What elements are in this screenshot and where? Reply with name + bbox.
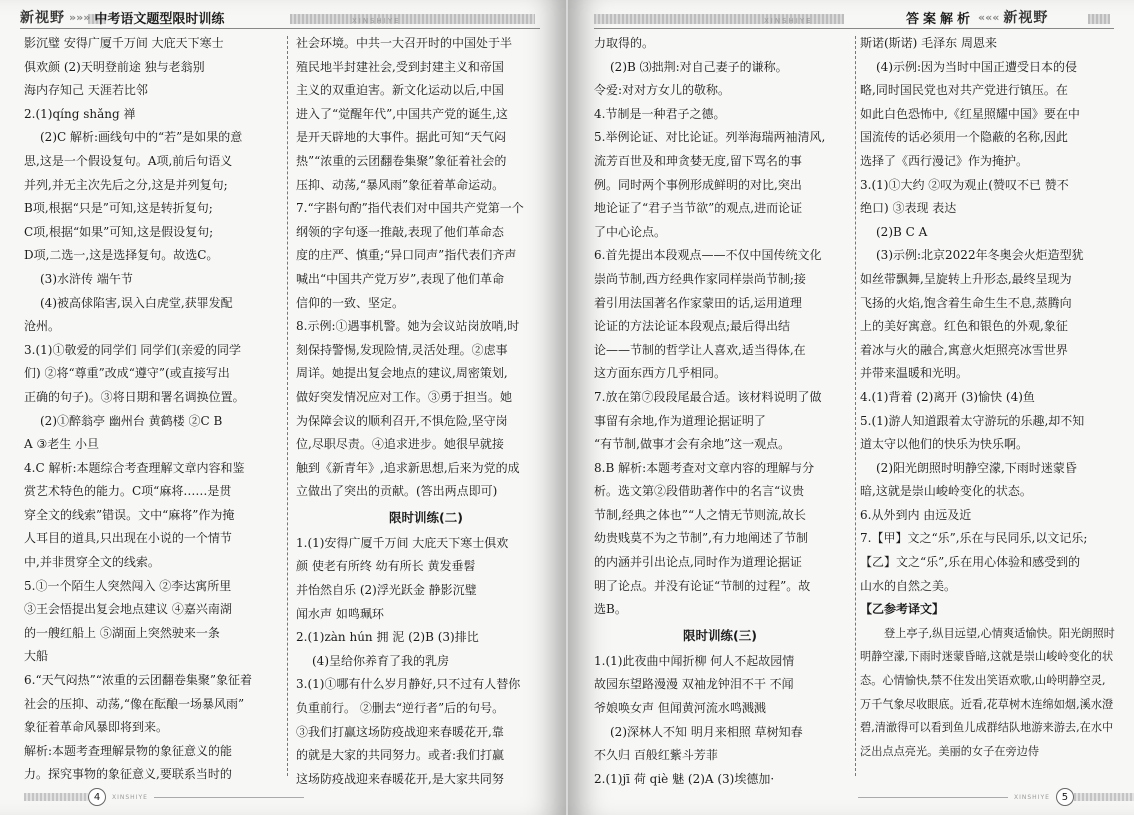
answer-line: 中,并非贯穿全文的线索。 — [24, 555, 160, 570]
answer-line: 2.(1)zàn hún 拥 泥 (2)B (3)排比 — [296, 630, 479, 645]
answer-line: (2)C 解析:画线句中的“若”是如果的意 — [40, 130, 243, 145]
footer-text: XINSHIYE — [1014, 793, 1050, 801]
answer-line: 1.(1)此夜曲中闻折柳 何人不起故园情 — [594, 653, 795, 668]
page-number: 5 — [1056, 788, 1074, 806]
footer-decor-bar — [1074, 793, 1134, 801]
answer-line: 触到《新青年》,追求新思想,后来为党的成 — [296, 460, 520, 475]
answer-line: 山水的自然之美。 — [860, 578, 957, 593]
brand-logo: 新视野 — [20, 10, 65, 26]
answer-line: 喊出“中国共产党万岁”,表现了他们革命 — [296, 271, 505, 286]
answer-line: 正确的句子)。③将日期和署名调换位置。 — [24, 389, 245, 404]
answer-line: 【乙】文之“乐”,乐在用心体验和感受到的 — [860, 555, 1081, 570]
answer-line: 解析:本题考查理解景物的象征意义的能 — [24, 743, 233, 758]
left-header — [20, 8, 224, 26]
answer-line: 的一艘红船上 ⑤湖面上突然驶来一条 — [24, 625, 220, 640]
answer-line: 海内存知己 天涯若比邻 — [24, 83, 148, 98]
answer-line: 1.(1)安得广厦千万间 大庇天下寒士俱欢 — [296, 535, 509, 550]
answer-line: 5.①一个陌生人突然闯入 ②李达寓所里 — [24, 578, 232, 593]
answer-line: 殖民地半封建社会,受到封建主义和帝国 — [296, 59, 504, 74]
answer-line: 道太守以他们的快乐为快乐啊。 — [860, 437, 1029, 452]
answer-line: 象征着革命风暴即将到来。 — [24, 720, 169, 735]
answer-line: 人耳目的道具,只出现在小说的一个情节 — [24, 531, 232, 546]
left-footer — [24, 788, 304, 806]
answer-line: 做好突发情况应对工作。③勇于担当。她 — [296, 389, 513, 404]
answer-line: 负重前行。 ②删去“逆行者”后的句号。 — [296, 701, 505, 716]
answer-line: 俱欢颜 (2)天明登前途 独与老翁别 — [24, 59, 205, 74]
footer-text: XINSHIYE — [112, 793, 148, 801]
answer-line: (4)被高俅陷害,误入白虎堂,获罪发配 — [40, 295, 233, 310]
answer-line: “有节制,做事才会有余地”这一观点。 — [594, 437, 791, 452]
answer-line: 沧州。 — [24, 319, 61, 334]
answer-line: ③王会悟提出复会地点建议 ④嘉兴南湖 — [24, 602, 232, 617]
left-column-2 — [296, 32, 556, 791]
answer-line: 大船 — [24, 649, 49, 664]
answer-line: 纲领的字句逐一推敲,表现了他们革命态 — [296, 224, 504, 239]
answer-line: 度的庄严、慎重;“异口同声”指代表们齐声 — [296, 248, 517, 263]
answer-line: 选B。 — [594, 602, 627, 617]
answer-line: 不久归 百般红紫斗芳菲 — [594, 748, 718, 763]
section-title: 限时训练(三) — [683, 627, 757, 643]
answer-line: 事留有余地,作为道理论据证明了 — [594, 413, 766, 428]
answer-line: A ③老生 小旦 — [24, 437, 100, 452]
answer-line: B项,根据“只是”可知,这是转折复句; — [24, 201, 213, 216]
answer-line: (3)水浒传 端午节 — [40, 271, 133, 286]
answer-line: (2)B C A — [876, 224, 928, 239]
answer-line: 例。同时两个事例形成鲜明的对比,突出 — [594, 177, 802, 192]
answer-line: 6.首先提出本段观点——不仅中国传统文化 — [594, 248, 822, 263]
header-pinyin: XINSHIYE — [352, 17, 401, 25]
answer-line: 故园东望路漫漫 双袖龙钟泪不干 不闻 — [594, 677, 794, 692]
answer-line: 着冰与火的融合,寓意火炬照亮冰雪世界 — [860, 342, 1068, 357]
answer-line: 压抑、动荡,“暴风雨”象征着革命运动。 — [296, 177, 505, 192]
answer-line: 4.C 解析:本题综合考查理解文章内容和鉴 — [24, 460, 245, 475]
answer-line: 2.(1)qíng shǎng 禅 — [24, 106, 136, 121]
answer-line: 力。探究事物的象征意义,要联系当时的 — [24, 767, 232, 782]
right-footer — [858, 788, 1134, 806]
answer-line: 选择了《西行漫记》作为掩护。 — [860, 153, 1029, 168]
header-title: 中考语文题型限时训练 — [94, 11, 225, 27]
answer-line: 社会的压抑、动荡,“像在酝酿一场暴风雨” — [24, 696, 245, 711]
right-page — [568, 0, 1134, 815]
answer-line: 6.从外到内 由远及近 — [860, 507, 972, 522]
answer-line: 节制,经典之体也”“人之情无节则流,故长 — [594, 507, 806, 522]
answer-line: 主义的双重迫害。新文化运动以后,中国 — [296, 83, 504, 98]
reference-translation: 登上亭子,纵目远望,心情爽适愉快。阳光朗照时明静空濛,下雨时迷蒙昏暗,这就是崇山峻岭变化的状态。心情愉快,禁不住发出笑语欢歌,山岭明静空灵,万千气象尽收眼底。近看,花草树木连绵如烟,溪水澄碧,清澈得可以看到鱼儿成群结队地游来游去,在水中泛出点点亮光。美丽的女子在旁边侍 — [860, 626, 1115, 758]
answer-line: 2.(1)jī 荷 qiè 魅 (2)A (3)埃德加· — [594, 771, 775, 786]
answer-line: 7.放在第⑦段段尾最合适。该材料说明了做 — [594, 389, 822, 404]
answer-line: 析。选文第②段借助著作中的名言“议贵 — [594, 484, 805, 499]
answer-line: (2)深林人不知 明月来相照 草树知春 — [610, 724, 803, 739]
answer-line: 论证的方法论证本段观点;最后得出结 — [594, 319, 791, 334]
answer-line: (2)阳光朗照时明静空濛,下雨时迷蒙昏 — [876, 460, 1077, 475]
column-divider — [287, 36, 288, 776]
answer-line: 7.【甲】文之“乐”,乐在与民同乐,以文记乐; — [860, 531, 1088, 546]
answer-line: (2)B ⑶拙荆:对自己妻子的谦称。 — [610, 59, 788, 74]
answer-line: 国流传的话必须用一个隐蔽的名称,因此 — [860, 130, 1068, 145]
chevron-right-icon: »»» — [69, 10, 91, 24]
footer-rule — [858, 797, 1008, 798]
answer-line: 爷娘唤女声 但闻黄河流水鸣溅溅 — [594, 701, 766, 716]
answer-line: 8.示例:①遇事机警。她为会议站岗放哨,时 — [296, 319, 520, 334]
answer-line: 3.(1)①哪有什么岁月静好,只不过有人替你 — [296, 677, 521, 692]
answer-line: (2)①醉翁亭 幽州台 黄鹤楼 ②C B — [40, 413, 223, 428]
answer-line: 8.B 解析:本题考查对文章内容的理解与分 — [594, 460, 815, 475]
section-title: 限时训练(二) — [389, 509, 463, 525]
reference-translation-title: 【乙参考译文】 — [860, 602, 945, 617]
answer-line: 幼贵贱莫不为之节制”,有力地阐述了节制 — [594, 531, 808, 546]
answer-line: 4.(1)背着 (2)离开 (3)愉快 (4)鱼 — [860, 389, 1035, 404]
answer-line: 4.节制是一种君子之德。 — [594, 106, 726, 121]
answer-line: 刻保持警惕,发现险情,灵活处理。②虑事 — [296, 342, 508, 357]
footer-decor-bar — [24, 793, 88, 801]
answer-line: 了中心论点。 — [594, 224, 667, 239]
answer-line: 流芳百世及和珅贪婪无度,留下骂名的事 — [594, 153, 802, 168]
answer-line: 穿全文的线索”错误。文中“麻将”作为掩 — [24, 507, 235, 522]
answer-line: 思,这是一个假设复句。A项,前后句语义 — [24, 153, 233, 168]
answer-line: 并列,并无主次先后之分,这是并列复句; — [24, 177, 228, 192]
answer-line: 5.(1)游人知道跟着太守游玩的乐趣,却不知 — [860, 413, 1085, 428]
answer-line: 的就是大家的共同努力。或者:我们打赢 — [296, 748, 505, 763]
answer-line: 是开天辟地的大事件。据此可知“天气闷 — [296, 130, 507, 145]
answer-line: (3)示例:北京2022年冬奥会火炬造型犹 — [876, 248, 1084, 263]
answer-line: C项,根据“如果”可知,这是假设复句; — [24, 224, 214, 239]
footer-rule — [154, 797, 304, 798]
answer-line: 地论证了“君子当节欲”的观点,进而论证 — [594, 201, 803, 216]
answer-line: 立做出了突出的贡献。(答出两点即可) — [296, 484, 498, 499]
answer-line: 崇尚节制,西方经典作家同样崇尚节制;接 — [594, 271, 806, 286]
answer-line: 力取得的。 — [594, 36, 655, 50]
header-rule — [20, 28, 540, 29]
answer-line: 热”“浓重的云团翻卷集聚”象征着社会的 — [296, 153, 507, 168]
answer-line: ③我们打赢这场防疫战迎来春暖花开,靠 — [296, 724, 504, 739]
answer-line: 赏艺术特色的能力。C项“麻将……是贯 — [24, 484, 232, 499]
answer-line: 并怡然自乐 (2)浮光跃金 静影沉璧 — [296, 583, 477, 598]
chevron-left-icon: ««« — [978, 10, 1000, 24]
answer-line: 暗,这就是崇山峻岭变化的状态。 — [860, 484, 1032, 499]
header-pinyin: XINSHIYE — [764, 17, 813, 25]
answer-line: (4)示例:因为当时中国正遭受日本的侵 — [876, 59, 1078, 74]
answer-line: 着引用法国著名作家蒙田的话,运用道理 — [594, 295, 802, 310]
answer-line: 上的美好寓意。红色和银色的外观,象征 — [860, 319, 1068, 334]
answer-line: 这方面东西方几乎相同。 — [594, 366, 727, 381]
answer-line: 影沉璧 安得广厦千万间 大庇天下寒士 — [24, 36, 224, 50]
left-column-1 — [24, 32, 284, 787]
header-decor-bar — [1088, 14, 1110, 24]
answer-line: 6.“天气闷热”“浓重的云团翻卷集聚”象征着 — [24, 673, 252, 688]
answer-line: 颜 使老有所终 幼有所长 黄发垂髫 — [296, 559, 476, 574]
answer-line: 周详。她提出复会地点的建议,周密策划, — [296, 366, 508, 381]
answer-line: 飞扬的火焰,饱含着生命生生不息,蒸腾向 — [860, 295, 1072, 310]
answer-line: D项,二选一,这是选择复句。故选C。 — [24, 248, 219, 263]
answer-line: (4)呈给你养育了我的乳房 — [312, 653, 449, 668]
header-decor-bar — [290, 14, 535, 24]
answer-line: 信仰的一致、坚定。 — [296, 295, 405, 310]
answer-line: 3.(1)①敬爱的同学们 同学们(亲爱的同学 — [24, 342, 241, 357]
answer-line: 闻水声 如鸣珮环 — [296, 606, 384, 621]
answer-line: 明了论点。并没有论证“节制的过程”。故 — [594, 578, 811, 593]
answer-line: 令爱:对对方女儿的敬称。 — [594, 83, 731, 98]
answer-line: 社会环境。中共一大召开时的中国处于半 — [296, 36, 513, 50]
answer-line: 并带来温暖和光明。 — [860, 366, 969, 381]
answer-line: 位,尽职尽责。④追求进步。她很早就接 — [296, 437, 504, 452]
answer-line: 7.“字斟句酌”指代表们对中国共产党第一个 — [296, 201, 524, 216]
left-page — [0, 0, 566, 815]
header-title: 答案解析 — [906, 11, 975, 27]
answer-line: 绝口) ③表现 表达 — [860, 201, 957, 216]
answer-line: 为保障会议的顺利召开,不惧危险,坚守岗 — [296, 413, 508, 428]
right-column-1 — [594, 32, 846, 791]
answer-line: 略,同时国民党也对共产党进行镇压。在 — [860, 83, 1068, 98]
page-number: 4 — [88, 788, 106, 806]
answer-line: 如丝带飘舞,呈旋转上升形态,最终呈现为 — [860, 271, 1072, 286]
answer-line: 这场防疫战迎来春暖花开,是大家共同努 — [296, 771, 504, 786]
answer-line: 们) ②将“尊重”改成“遵守”(或直接写出 — [24, 366, 230, 381]
answer-line: 进入了“觉醒年代”,中国共产党的诞生,这 — [296, 106, 508, 121]
right-header — [906, 8, 1048, 26]
answer-line: 斯诺(斯诺) 毛泽东 周恩来 — [860, 36, 997, 50]
right-column-2 — [860, 32, 1116, 763]
brand-logo: 新视野 — [1003, 10, 1049, 26]
answer-line: 的内涵并引出论点,同时作为道理论据证 — [594, 555, 802, 570]
answer-line: 3.(1)①大约 ②叹为观止(赞叹不已 赞不 — [860, 177, 1069, 192]
column-divider — [855, 36, 856, 776]
answer-line: 论——节制的哲学让人喜欢,适当得体,在 — [594, 342, 806, 357]
answer-line: 如此白色恐怖中,《红星照耀中国》要在中 — [860, 106, 1080, 121]
answer-line: 5.举例论证、对比论证。列举海瑞两袖清风, — [594, 130, 826, 145]
header-rule — [594, 28, 1114, 29]
